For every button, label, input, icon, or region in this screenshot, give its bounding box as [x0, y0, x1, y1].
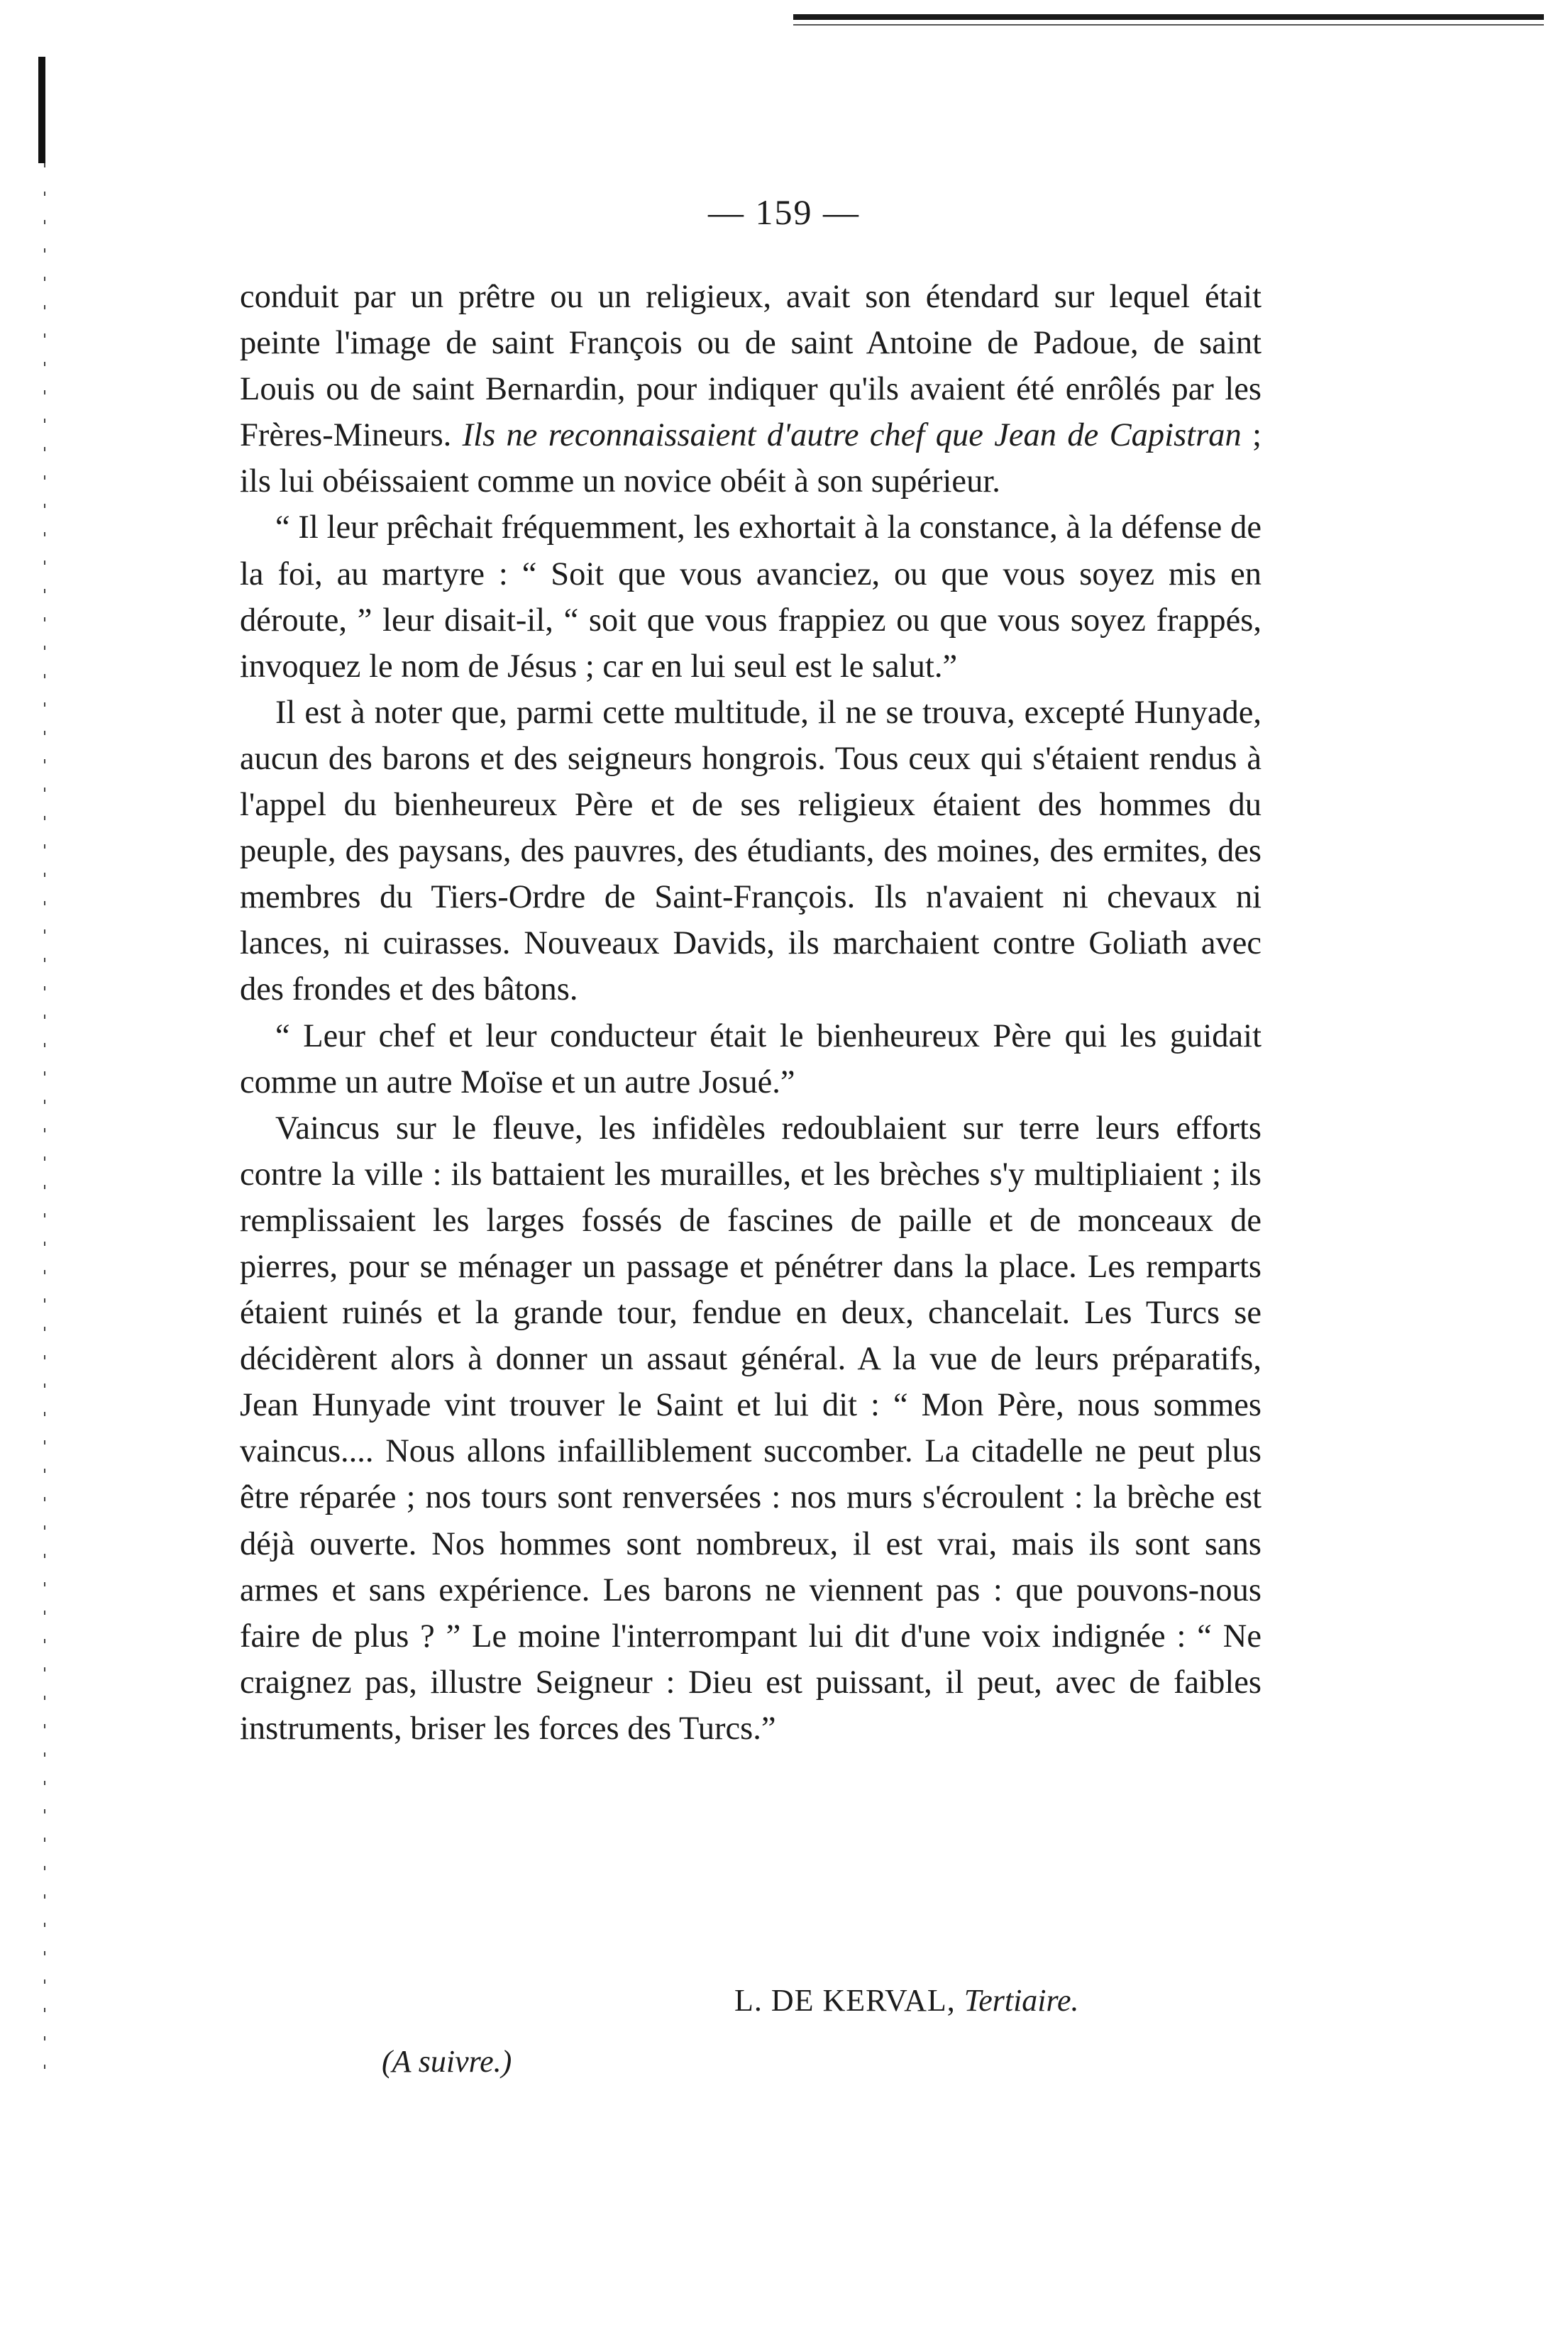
paragraph-1-text-a: conduit par un prêtre ou un religieux, avait son étendard sur lequel était peinte l'image de saint François ou de saint Antoine de Padoue, de saint Louis ou de saint Bernardin, pour indiquer qu'ils avaient été enrôlés par les Frères-Mineurs.: [240, 279, 1261, 454]
signature-role: Tertiaire.: [964, 1983, 1079, 2018]
body-text: [240, 274, 1261, 1752]
paragraph-4: “ Leur chef et leur conducteur était le bienheureux Père qui les guidait comme un autre Moïse et un autre Josué.”: [240, 1017, 1261, 1100]
binding-mark: [38, 57, 45, 163]
paragraph-3: Il est à noter que, parmi cette multitude, il ne se trouva, excepté Hunyade, aucun des barons et des seigneurs hongrois. Tous ceux qui s'étaient rendus à l'appel du bienheureux Père et de ses religieux étaient des hommes du peuple, des paysans, des pauvres, des étudiants, des moines, des ermites, des membres du Tiers-Ordre de Saint-François. Ils n'avaient ni chevaux ni lances, ni cuirasses. Nouveaux Davids, ils marchaient contre Goliath avec des frondes et des bâtons.: [240, 694, 1261, 1008]
paragraph-2: “ Il leur prêchait fréquemment, les exhortait à la constance, à la défense de la foi, au martyre : “ Soit que vous avanciez, ou que vous soyez mis en déroute, ” leur disait-il, “ soit que vous frappiez ou que vous soyez frappés, invoquez le nom de Jésus ; car en lui seul est le salut.”: [240, 509, 1261, 685]
page-number: — 159 —: [708, 192, 860, 232]
gutter-line: [44, 163, 45, 2093]
top-rule-thin: [793, 24, 1544, 26]
paragraph-1-text-c: ; ils lui obéissaient comme un novice obéit à son supérieur.: [240, 417, 1261, 500]
top-rule: [793, 14, 1544, 20]
paragraph-5: Vaincus sur le fleuve, les infidèles redoublaient sur terre leurs efforts contre la ville : ils battaient les murailles, et les brèches s'y multipliaient ; ils remplissaient les larges fossés de fascines de paille et de monceaux de pierres, pour se ménager un passage et pénétrer dans la place. Les remparts étaient ruinés et la grande tour, fendue en deux, chancelait. Les Turcs se décidèrent alors à donner un assaut général. A la vue de leurs préparatifs, Jean Hunyade vint trouver le Saint et lui dit : “ Mon Père, nous sommes vaincus.... Nous allons infailliblement succomber. La citadelle ne peut plus être réparée ; nos tours sont renversées : nos murs s'écroulent : la brèche est déjà ouverte. Nos hommes sont nombreux, il est vrai, mais ils sont sans armes et sans expérience. Les barons ne viennent pas : que pouvons-nous faire de plus ? ” Le moine l'interrompant lui dit d'une voix indignée : “ Ne craignez pas, illustre Seigneur : Dieu est puissant, il peut, avec de faibles instruments, briser les forces des Turcs.”: [240, 1110, 1261, 1747]
continued-note: (A suivre.): [382, 2044, 512, 2079]
paragraph-1-italic: Ils ne reconnaissaient d'autre chef que Jean de Capistran: [462, 417, 1242, 454]
paragraph-1: [240, 274, 1261, 504]
signature-name: L. DE KERVAL,: [734, 1983, 956, 2018]
signature: [734, 1982, 1079, 2019]
